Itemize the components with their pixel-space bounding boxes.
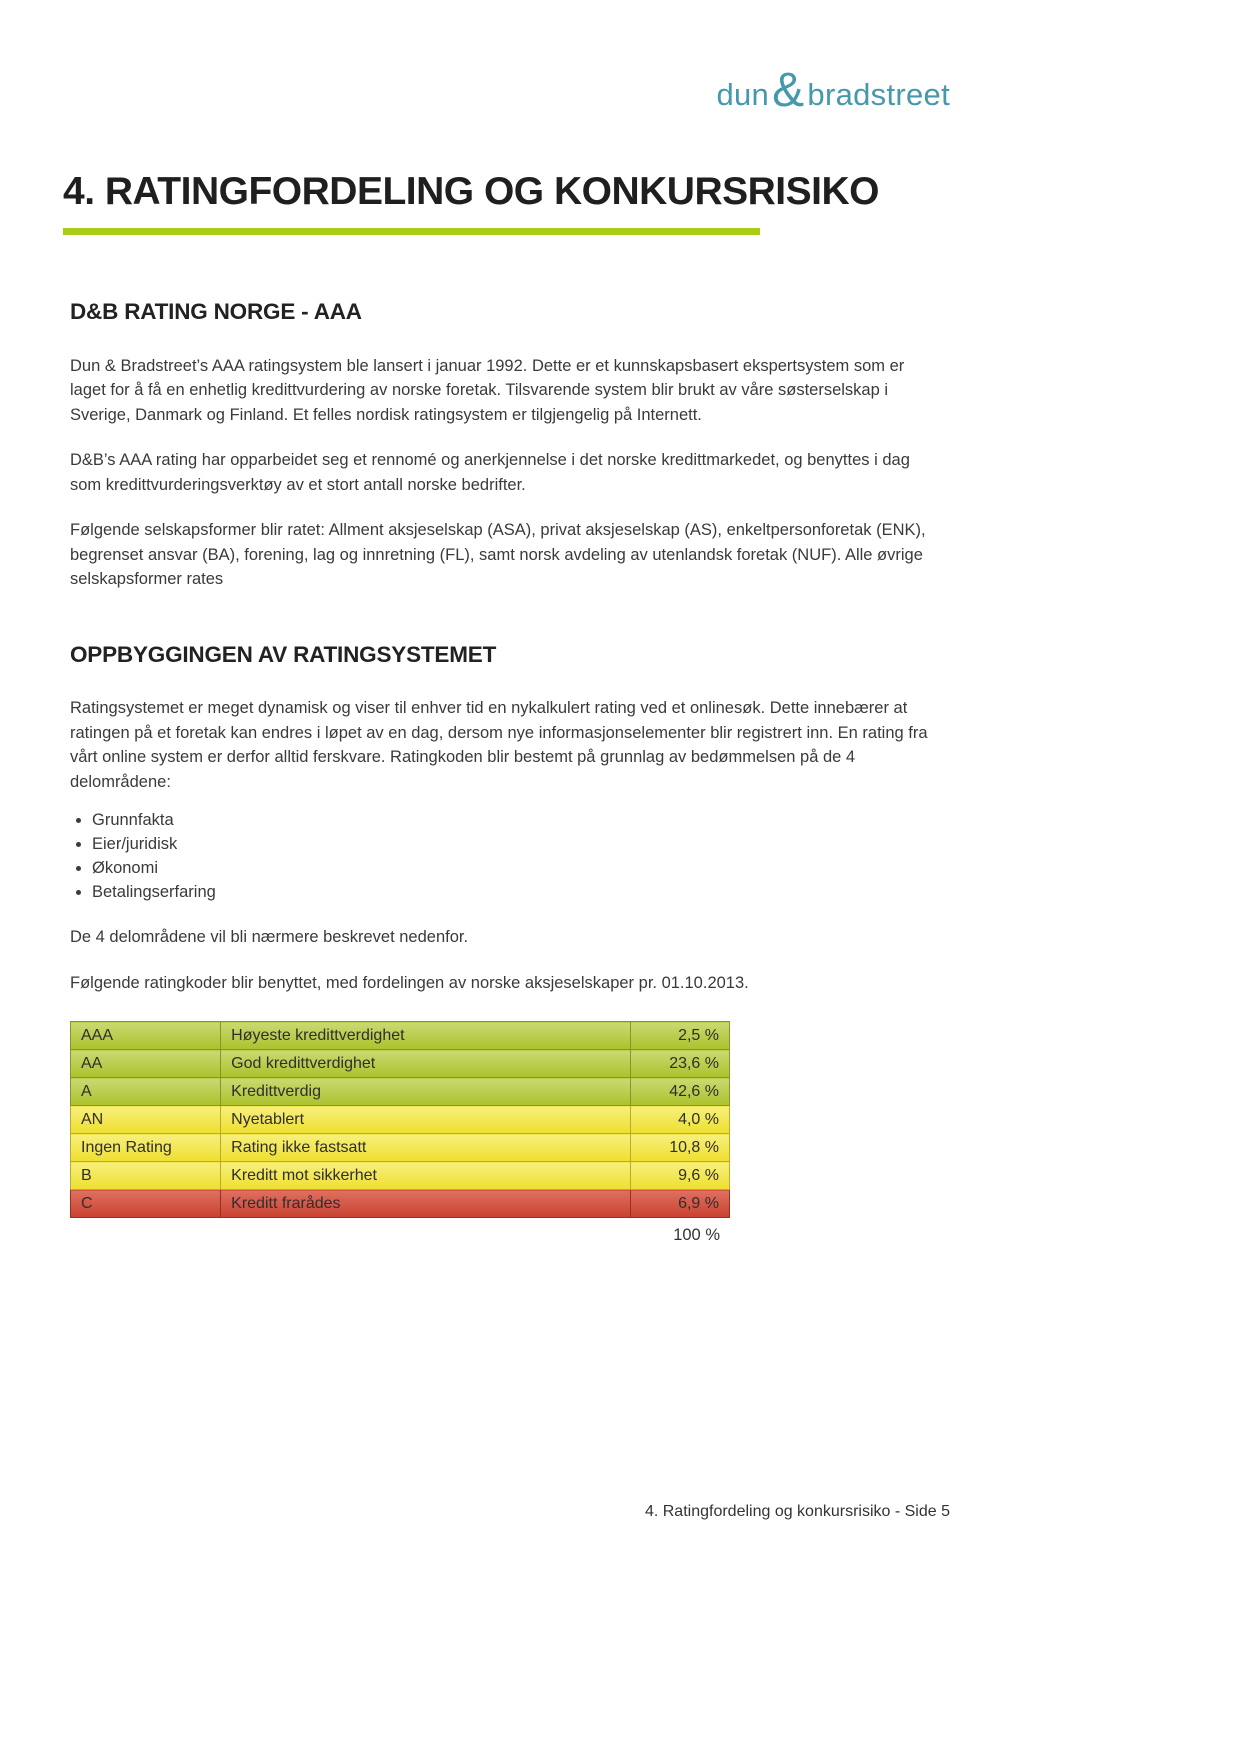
paragraph-table-intro: Følgende ratingkoder blir benyttet, med fordelingen av norske aksjeselskaper pr. 01.10.2013. <box>70 973 749 992</box>
rating-code-cell: AAA <box>71 1022 221 1050</box>
logo-ampersand-icon: & <box>772 64 805 117</box>
section-heading-oppbygging: OPPBYGGINGEN AV RATINGSYSTEMET <box>70 641 497 667</box>
rating-pct-cell: 9,6 % <box>630 1162 729 1190</box>
rating-code-cell: AN <box>71 1106 221 1134</box>
rating-pct-cell: 4,0 % <box>630 1106 729 1134</box>
paragraph-system-intro: Ratingsystemet er meget dynamisk og viser til enhver tid en nykalkulert rating ved et onlinesøk. Dette innebærer at ratingen på et foretak kan endres i løpet av en dag, dersom nye informasjonselementer blir registrert inn. En rating fra vårt online system er derfor alltid ferskvare. Ratingkoden blir bestemt på grunnlag av bedømmelsen på de 4 delområdene: <box>70 699 928 791</box>
table-total: 100 % <box>673 1226 720 1244</box>
rating-code-cell: B <box>71 1162 221 1190</box>
bullet-item-eier-juridisk: • Eier/juridisk <box>92 832 1241 856</box>
rating-code-cell: C <box>71 1190 221 1218</box>
paragraph-after-bullets: De 4 delområdene vil bli nærmere beskrevet nedenfor. <box>70 928 469 946</box>
page-footer: 4. Ratingfordeling og konkursrisiko - Side 5 <box>644 1503 950 1520</box>
rating-desc-cell: God kredittverdighet <box>221 1050 630 1078</box>
table-row-an <box>71 1106 730 1134</box>
rating-distribution-table <box>70 1021 730 1218</box>
rating-pct-cell: 42,6 % <box>630 1078 729 1106</box>
rating-code-cell: AA <box>71 1050 221 1078</box>
paragraph-rating-1: Dun & Bradstreet’s AAA ratingsystem ble lansert i januar 1992. Dette er et kunnskapsbasert ekspertsystem som er laget for å få en enhetlig kredittvurdering av norske foretak. Tilsvarende system blir brukt av våre søsterselskap i Sverige, Danmark og Finland. Et felles nordisk ratingsystem er tilgjengelig på Internett. <box>70 356 905 424</box>
rating-pct-cell: 6,9 % <box>630 1190 729 1218</box>
rating-desc-cell: Kreditt mot sikkerhet <box>221 1162 630 1190</box>
bullet-item-grunnfakta: • Grunnfakta <box>92 808 1241 832</box>
rating-pct-cell: 23,6 % <box>630 1050 729 1078</box>
logo-word-bradstreet: bradstreet <box>807 76 950 112</box>
rating-code-cell: Ingen Rating <box>71 1134 221 1162</box>
page-title: 4. RATINGFORDELING OG KONKURSRISIKO <box>63 170 879 213</box>
section-heading-rating-norge: D&B RATING NORGE - AAA <box>70 299 362 324</box>
dun-bradstreet-logo <box>716 64 950 118</box>
rating-desc-cell: Høyeste kredittverdighet <box>221 1022 630 1050</box>
rating-desc-cell: Kredittverdig <box>221 1078 630 1106</box>
paragraph-rating-3: Følgende selskapsformer blir ratet: Allment aksjeselskap (ASA), privat aksjeselskap (AS), enkeltpersonforetak (ENK), begrenset ansvar (BA), forening, lag og innretning (FL), samt norsk avdeling av utenlandsk foretak (NUF). Alle øvrige selskapsformer rates <box>70 521 926 588</box>
table-row-ingen-rating <box>71 1134 730 1162</box>
rating-desc-cell: Rating ikke fastsatt <box>221 1134 630 1162</box>
bullet-item-betalingserfaring: • Betalingserfaring <box>92 880 1241 904</box>
title-accent-rule <box>63 228 760 235</box>
subarea-bullet-list <box>70 808 1241 904</box>
table-row-aaa <box>71 1022 730 1050</box>
rating-code-cell: A <box>71 1078 221 1106</box>
bullet-item-okonomi: • Økonomi <box>92 856 1241 880</box>
table-row-b <box>71 1162 730 1190</box>
rating-pct-cell: 2,5 % <box>630 1022 729 1050</box>
rating-pct-cell: 10,8 % <box>630 1134 729 1162</box>
rating-desc-cell: Nyetablert <box>221 1106 630 1134</box>
table-row-c <box>71 1190 730 1218</box>
paragraph-rating-2: D&B’s AAA rating har opparbeidet seg et rennomé og anerkjennelse i det norske kredittmarkedet, og benyttes i dag som kredittvurderingsverktøy av et stort antall norske bedrifter. <box>70 451 910 494</box>
table-row-a <box>71 1078 730 1106</box>
rating-desc-cell: Kreditt frarådes <box>221 1190 630 1218</box>
table-row-aa <box>71 1050 730 1078</box>
logo-word-dun: dun <box>716 76 770 112</box>
